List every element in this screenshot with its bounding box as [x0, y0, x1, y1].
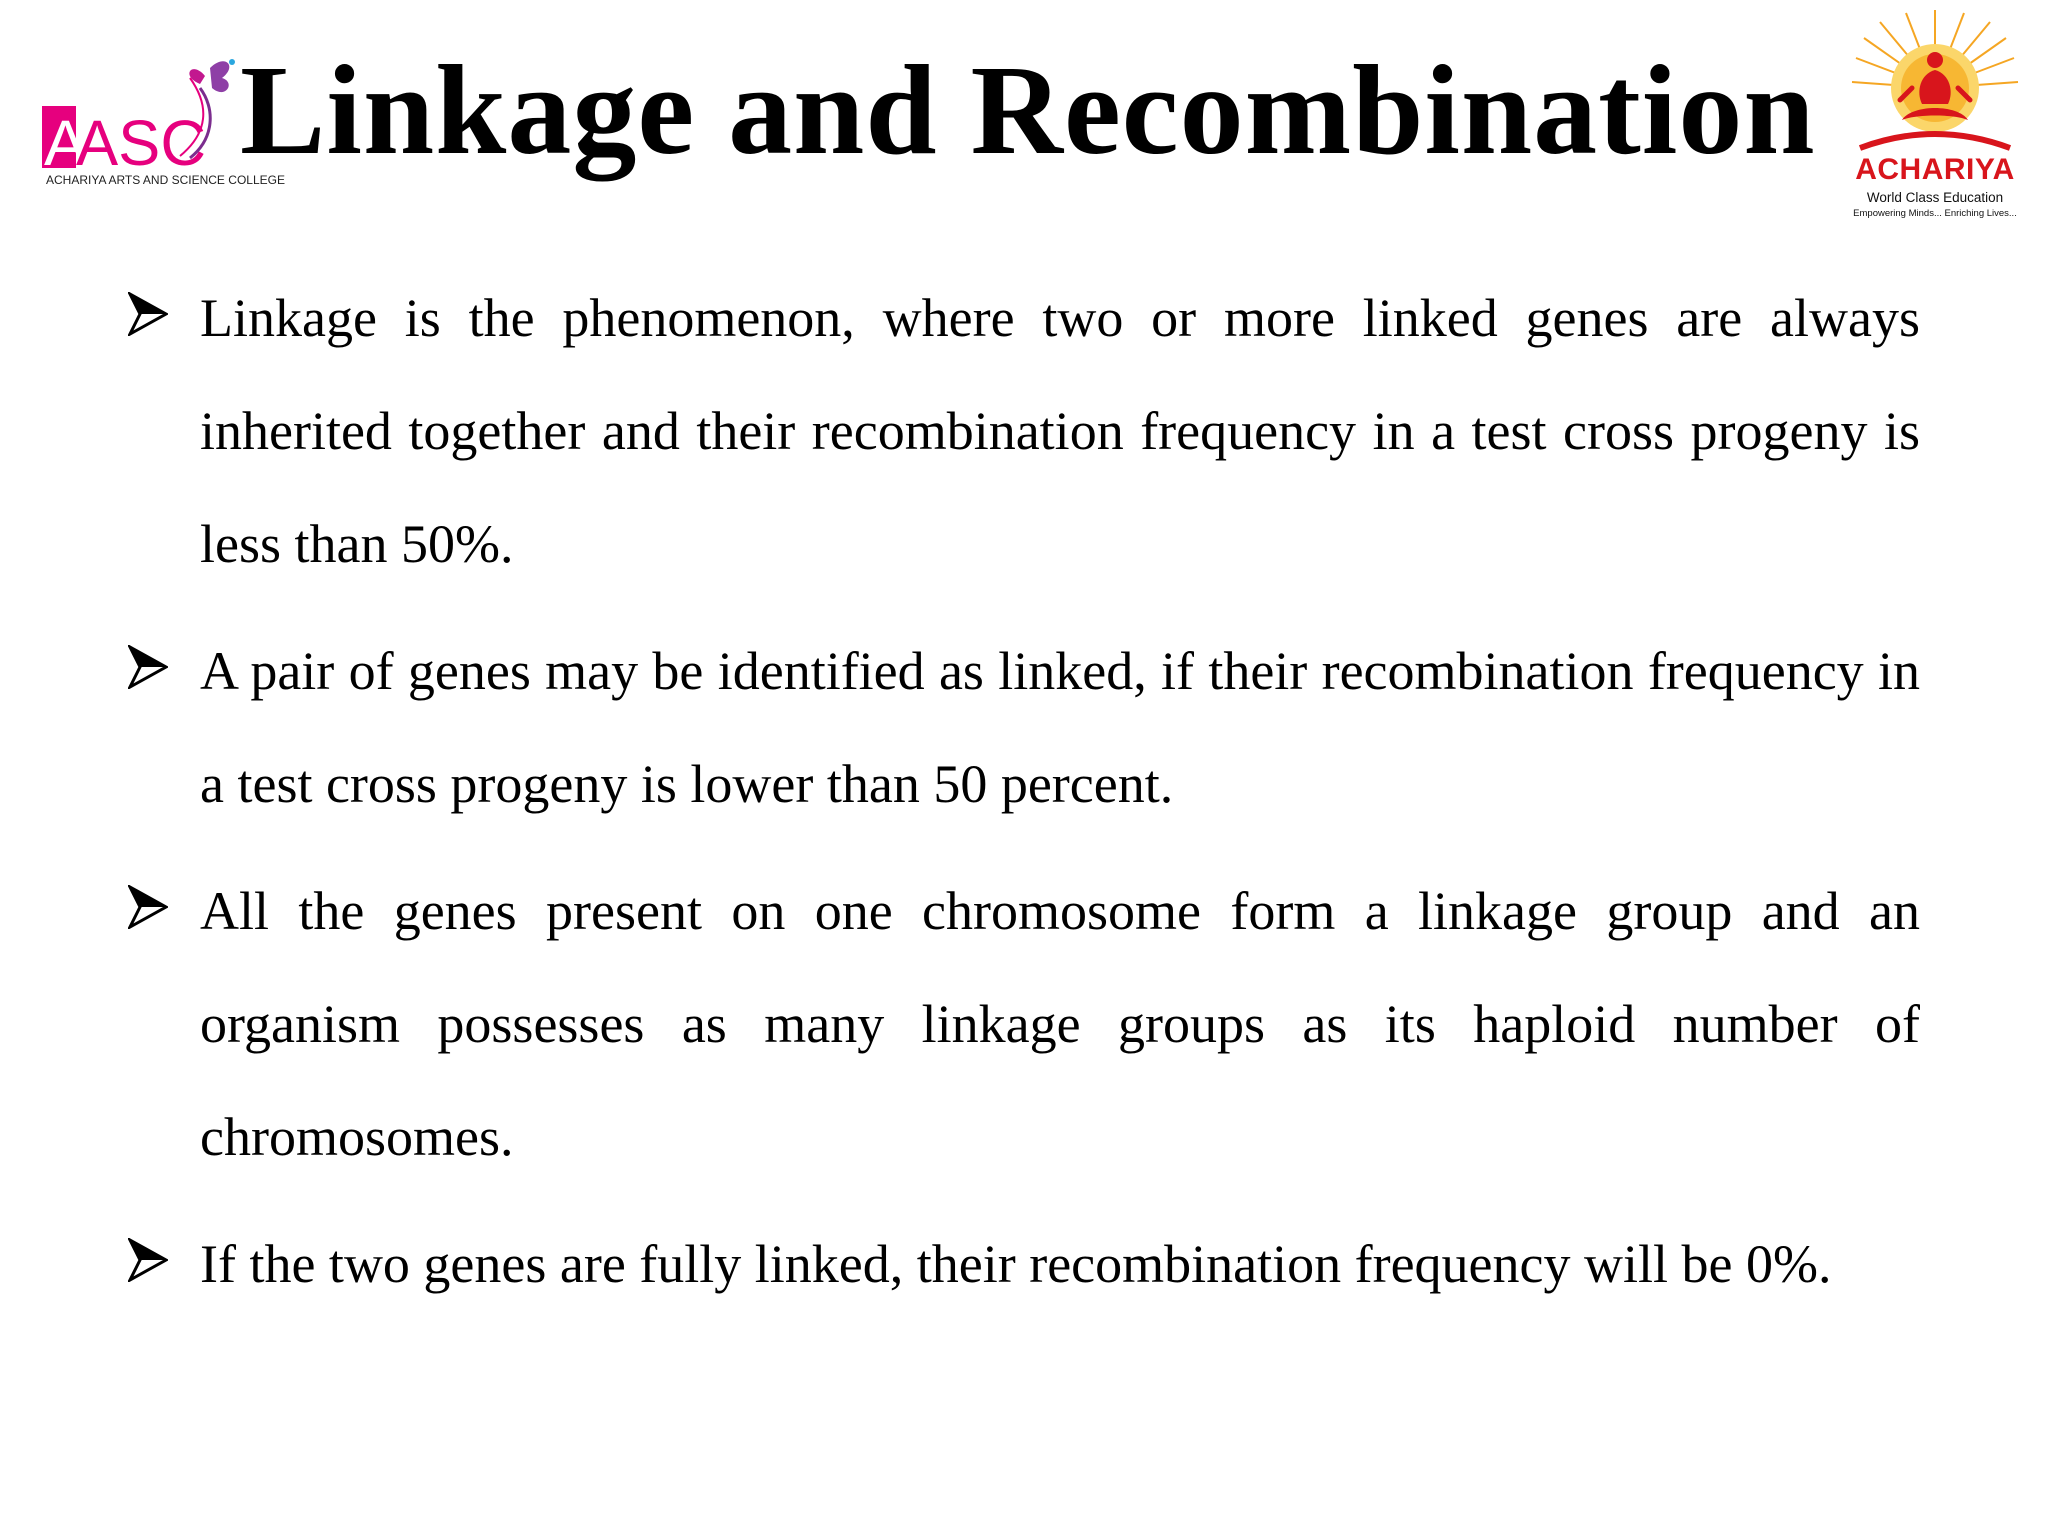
bullet-item	[122, 615, 1920, 841]
achariya-brand: ACHARIYA	[1855, 153, 2015, 186]
svg-text:A: A	[44, 107, 87, 178]
achariya-tagline: World Class Education	[1866, 190, 2004, 205]
achariya-logo	[1830, 8, 2040, 220]
arrowhead-bullet-icon	[128, 1238, 168, 1282]
bullet-text: A pair of genes may be identified as linked, if their recombination frequency in a test cross progeny is lower than 50 percent.	[200, 641, 1920, 814]
slide-title: Linkage and Recombination	[240, 39, 1816, 181]
bullet-text: Linkage is the phenomenon, where two or more linked genes are always inherited together and their recombination frequency in a test cross progeny is less than 50%.	[200, 288, 1920, 574]
bullet-text: All the genes present on one chromosome form a linkage group and an organism possesses as many linkage groups as its haploid number of chromosomes.	[200, 881, 1920, 1167]
svg-text:ASC: ASC	[76, 107, 206, 178]
aasc-logo-mark	[40, 48, 240, 178]
aasc-logo	[40, 48, 285, 198]
aasc-logo-caption: ACHARIYA ARTS AND SCIENCE COLLEGE	[46, 173, 285, 187]
arrowhead-bullet-icon	[128, 645, 168, 689]
bullet-list	[122, 262, 1922, 1335]
bullet-item	[122, 855, 1920, 1194]
bullet-text: If the two genes are fully linked, their recombination frequency will be 0%.	[200, 1234, 1832, 1294]
achariya-sun-meditation-icon	[1850, 8, 2020, 158]
arrowhead-bullet-icon	[128, 885, 168, 929]
bullet-item	[122, 1208, 1920, 1321]
bullet-item	[122, 262, 1920, 601]
arrowhead-bullet-icon	[128, 292, 168, 336]
achariya-subtagline: Empowering Minds... Enriching Lives...	[1853, 208, 2017, 219]
